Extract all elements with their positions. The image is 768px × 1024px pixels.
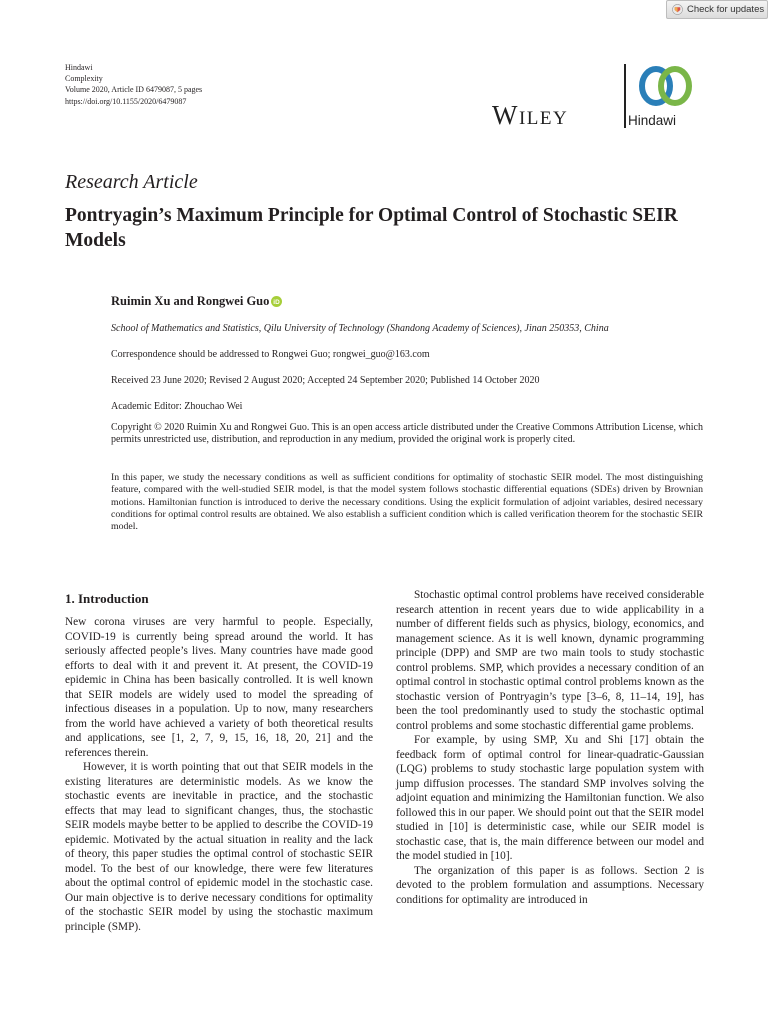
paragraph: The organization of this paper is as follows. Section 2 is devoted to the problem formulation and assumptions. Necessary conditions for optimality are introduced in [396,864,704,906]
hindawi-logo-icon [637,62,695,110]
wiley-logo: Wiley [492,100,569,130]
author-list [111,294,282,309]
doi-link[interactable]: https://doi.org/10.1155/2020/6479087 [65,96,187,106]
publisher-name: Hindawi [65,63,93,72]
abstract: In this paper, we study the necessary conditions as well as sufficient conditions for optimality of stochastic SEIR model. The most distinguishing feature, compared with the well-studied SEIR model, is that the model system follows stochastic differential equations (SDEs) driven by Brownian motions. Hamiltonian function is introduced to derive the necessary conditions. Using the explicit formulation of adjoint variables, desired necessary conditions for optimal control results are obtained. We also establish a sufficient condition which is called verification theorem for the stochastic SEIR model. [111,472,703,533]
journal-name: Complexity [65,74,103,84]
article-type: Research Article [65,171,198,193]
academic-editor: Academic Editor: Zhouchao Wei [111,401,243,412]
paragraph: New corona viruses are very harmful to people. Especially, COVID-19 is currently being spread around the world. It has seriously affected people’s lives. Many countries have made good efforts to deal with it and prevent it. At present, the COVID-19 epidemic in China has been basically controlled. It is well known that SEIR models are widely used to model the spreading of infectious diseases in a population. Up to now, many researchers from the world have achieved a variety of both theoretical results and applications, see [1, 2, 7, 9, 15, 16, 18, 20, 21] and the references therein. [65,616,373,759]
orcid-icon[interactable] [271,296,282,307]
correspondence: Correspondence should be addressed to Rongwei Guo; rongwei_guo@163.com [111,349,430,360]
svg-text:iD: iD [273,298,281,306]
copyright-notice: Copyright © 2020 Ruimin Xu and Rongwei Guo. This is an open access article distributed under the Creative Commons Attribution License, which permits unrestricted use, distribution, and reproduction in any medium, provided the original work is properly cited. [111,422,703,446]
crossmark-icon [672,4,683,15]
check-for-updates-button[interactable] [666,0,768,19]
check-for-updates-label: Check for updates [687,4,765,15]
section-heading: 1. Introduction [65,591,149,606]
paragraph: Stochastic optimal control problems have received considerable research attention in recent years due to wide applicability in a number of different fields such as physics, biology, economics, and management science. As it is well known, dynamic programming principle (DPP) and SMP are two main tools to study stochastic control problems. SMP, which provides a necessary condition of an optimal control in stochastic optimal control problems known as the stochastic version of Pontryagin’s type [3–6, 8, 11–14, 19], has been the tool predominantly used to study the stochastic optimal control problems and some stochastic differential game problems. [396,589,704,732]
journal-metadata [65,62,202,107]
publisher-logos [492,62,712,132]
authors-text: Ruimin Xu and Rongwei Guo [111,294,270,308]
article-title: Pontryagin’s Maximum Principle for Optimal Control of Stochastic SEIR Models [65,205,678,251]
publication-dates: Received 23 June 2020; Revised 2 August 2020; Accepted 24 September 2020; Published 14 October 2020 [111,375,540,386]
hindawi-logo-text: Hindawi [628,113,677,128]
paragraph: However, it is worth pointing that out that SEIR models in the existing literatures are deterministic models. As we know the stochastic events are inevitable in practice, and the stochastic effects that may lead to significant changes, thus, the stochastic SEIR models maybe better to be applied to describe the COVID-19 epidemic. Motivated by the actual situation in reality and the lack of theory, this paper studies the optimal control of stochastic SEIR model. To the best of our knowledge, there were few literatures about the optimal control of epidemic model in the stochastic case. Our main objective is to derive necessary conditions for optimality of the stochastic SEIR model by using the stochastic maximum principle (SMP). [65,761,373,933]
right-column [396,588,704,907]
left-column [65,615,373,934]
paragraph: For example, by using SMP, Xu and Shi [17] obtain the feedback form of optimal control for linear-quadratic-Gaussian (LQG) problems to study stochastic large population system with jump diffusion processes. The standard SMP involves solving the adjoint equation and minimizing the Hamiltonian function. We also followed this in our paper. We should point out that the SEIR model studied in [10] is deterministic case, while our SEIR model is stochastic case, that is, the main difference between our model and the model studied in [10]. [396,734,704,862]
logo-divider [624,64,626,128]
volume-line: Volume 2020, Article ID 6479087, 5 pages [65,85,203,95]
affiliation: School of Mathematics and Statistics, Qilu University of Technology (Shandong Academy of Sciences), Jinan 250353, China [111,323,609,334]
